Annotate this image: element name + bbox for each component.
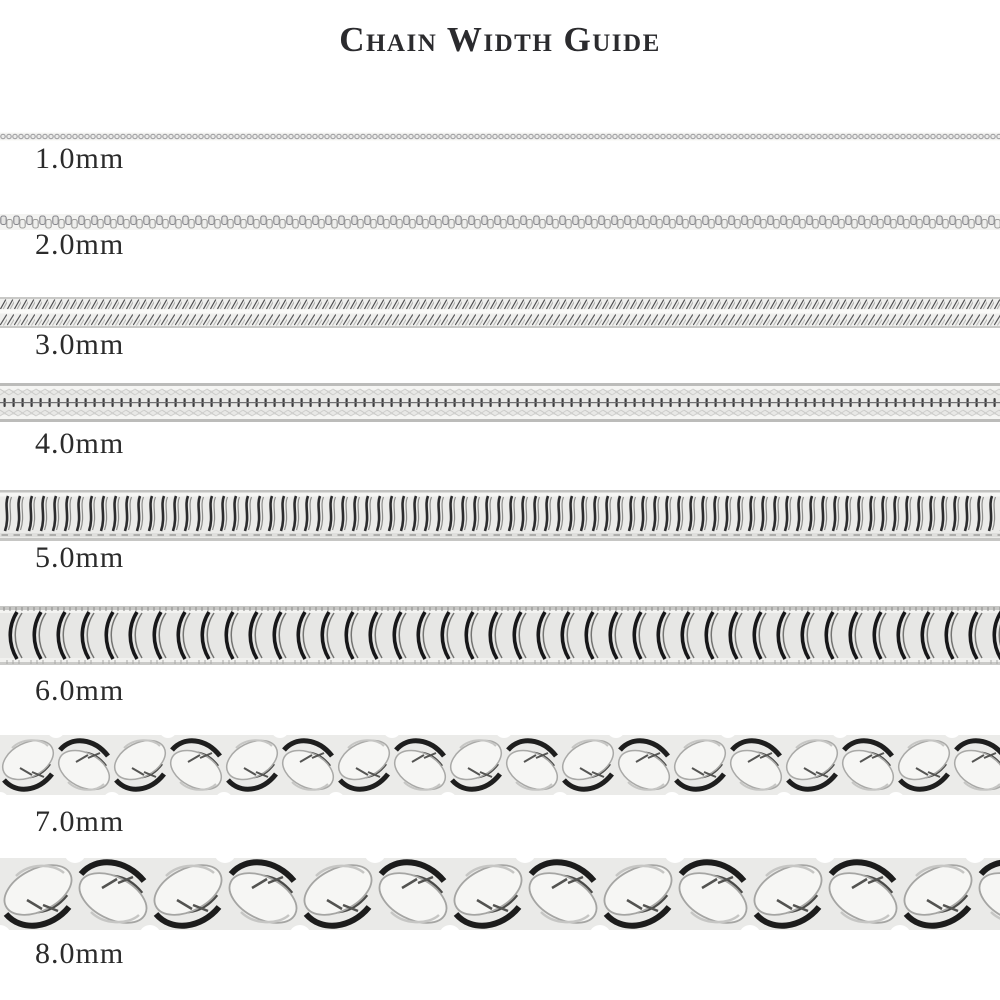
chain-width-label: 7.0mm xyxy=(35,805,125,838)
chain-width-label: 6.0mm xyxy=(35,674,125,707)
chain-image-6mm xyxy=(0,606,1000,665)
chain-width-label: 4.0mm xyxy=(35,427,125,460)
chain-image-3mm xyxy=(0,297,1000,328)
chain-width-label: 1.0mm xyxy=(35,142,125,175)
chain-image-4mm xyxy=(0,383,1000,422)
page-title: Chain Width Guide xyxy=(339,20,661,59)
chain-width-label: 3.0mm xyxy=(35,328,125,361)
chain-image-2mm xyxy=(0,214,1000,230)
chain-width-label: 8.0mm xyxy=(35,937,125,970)
chain-image-7mm xyxy=(0,728,1000,802)
chain-image-1mm xyxy=(0,132,1000,141)
chain-image-8mm xyxy=(0,850,1000,938)
chain-width-label: 5.0mm xyxy=(35,541,125,574)
chain-image-5mm xyxy=(0,490,1000,541)
chain-width-label: 2.0mm xyxy=(35,228,125,261)
